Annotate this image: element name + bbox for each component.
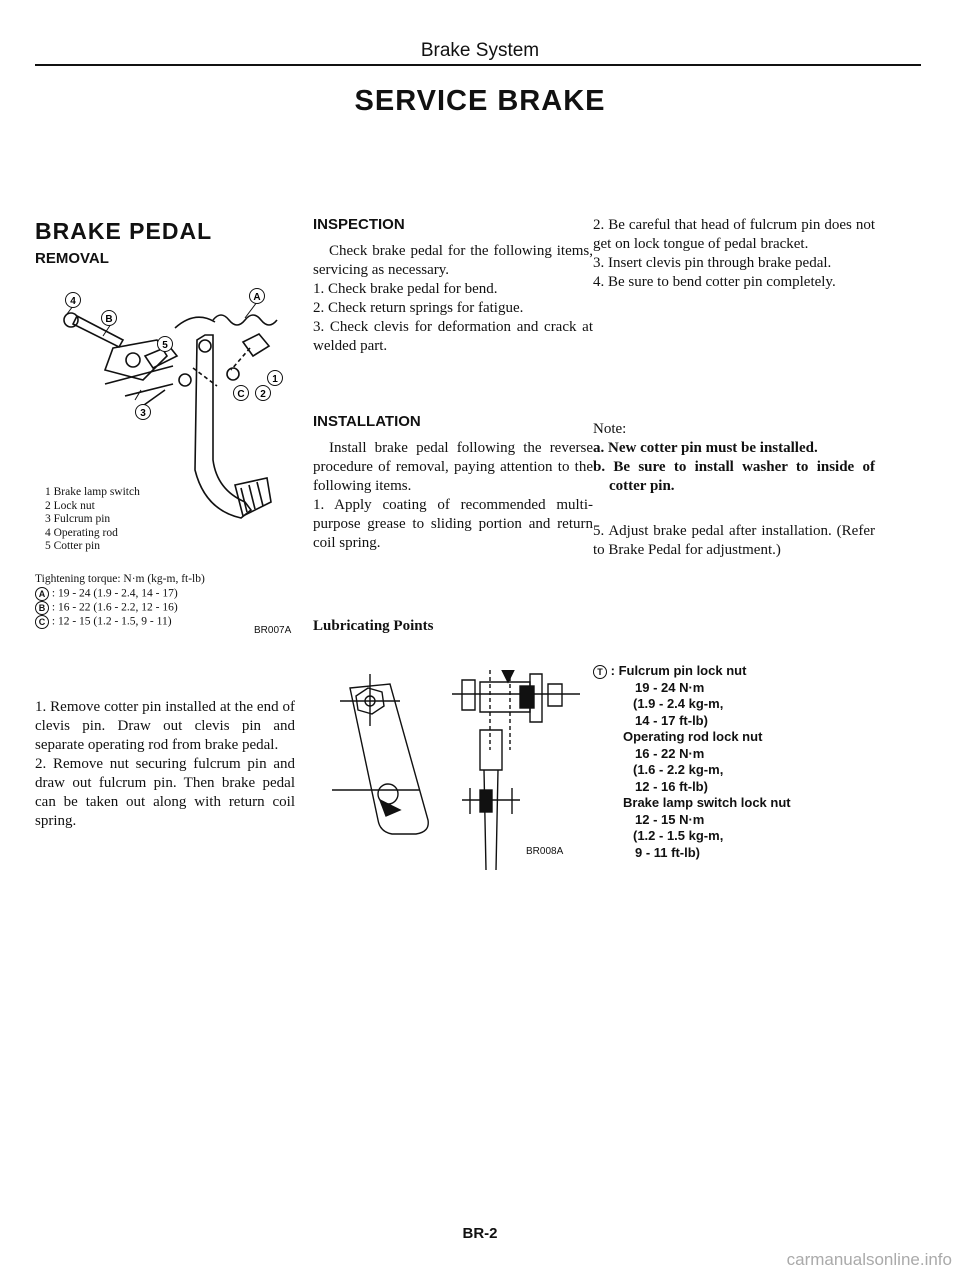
callout-2: 2 [260, 389, 266, 400]
note-label: Note: [593, 421, 627, 437]
mark-C-icon: C [35, 615, 49, 629]
callout-4: 4 [70, 296, 76, 307]
installation-item-5: 5. Adjust brake pedal after installation. (Refer to Brake Pedal for adjustment.) [593, 523, 875, 558]
inspection-item: 2. Check return springs for fatigue. [313, 300, 524, 316]
section-header: Brake System [420, 40, 540, 61]
legend-item: 5 Cotter pin [45, 540, 100, 552]
note-a: a. New cotter pin must be installed. [593, 440, 818, 456]
removal-steps [35, 698, 295, 831]
right-torque-spec: T : Fulcrum pin lock nut 19 - 24 N·m (1.9 - 2.4 kg-m, 14 - 17 ft-lb) Operating rod lock nut 16 - 22 N·m (1.6 - 2.2 kg-m, 12 - 16 ft-lb) Brake lamp switch lock nut 12 - 15 N·m (1.2 - 1.5 kg-m, 9 - 11 ft-lb) [593, 663, 791, 861]
removal-step-1: 1. Remove cotter pin installed at the end of clevis pin. Draw out clevis pin and separate operating rod from brake pedal. [35, 699, 295, 753]
mark-B-icon: B [35, 601, 49, 615]
parts-legend [45, 486, 140, 554]
torque-table [35, 573, 205, 629]
watermark: carmanualsonline.info [786, 1250, 952, 1269]
page-number: BR-2 [462, 1225, 498, 1242]
callout-5: 5 [162, 340, 168, 351]
installation-item: 3. Insert clevis pin through brake pedal. [593, 255, 832, 271]
note-b: b. Be sure to install washer to inside of cotter pin. [593, 459, 875, 494]
inspection-item: 3. Check clevis for deformation and crack at welded part. [313, 319, 593, 354]
figure-code-br007a: BR007A [254, 625, 292, 636]
installation-intro: Install brake pedal following the reverse procedure of removal, paying attention to the following items. [313, 440, 593, 494]
removal-heading: REMOVAL [35, 250, 109, 267]
lubricating-points-heading: Lubricating Points [313, 618, 434, 634]
inspection-item: 1. Check brake pedal for bend. [313, 281, 498, 297]
page-title: SERVICE BRAKE [354, 85, 606, 117]
torque-title: Tightening torque: N·m (kg-m, ft-lb) [35, 573, 205, 585]
header-rule [35, 64, 921, 66]
clevis-lower [480, 730, 502, 770]
callout-C: C [237, 389, 245, 400]
lubricating-points-diagram [330, 670, 600, 870]
return-spring [213, 315, 277, 325]
legend-item: 2 Lock nut [45, 499, 95, 512]
callout-B: B [105, 314, 113, 325]
inspection-intro: Check brake pedal for the following items, servicing as necessary. [313, 243, 593, 278]
removal-step-2: 2. Remove nut securing fulcrum pin and draw out fulcrum pin. Then brake pedal can be taken out along with return coil spring. [35, 756, 295, 829]
installation-item: 4. Be sure to bend cotter pin completely. [593, 274, 836, 290]
operating-rod [105, 366, 173, 384]
inspection-text [313, 242, 593, 356]
torque-row-B: B : 16 - 22 (1.6 - 2.2, 12 - 16) [35, 601, 205, 615]
pedal-pad [235, 478, 271, 516]
brake-lamp-switch [243, 334, 269, 356]
installation-text [313, 439, 593, 553]
brake-pedal-heading: BRAKE PEDAL [35, 218, 213, 244]
figure-code-br008a: BR008A [526, 846, 564, 857]
installation-continued [593, 216, 875, 292]
installation-heading: INSTALLATION [313, 413, 421, 430]
callout-3: 3 [140, 408, 146, 419]
legend-item: 3 Fulcrum pin [45, 513, 111, 525]
fulcrum-assembly [462, 680, 475, 710]
mark-A-icon: A [35, 587, 49, 601]
note-block [593, 420, 875, 496]
legend-item: 1 Brake lamp switch [45, 486, 140, 498]
callout-A: A [253, 292, 261, 303]
pedal-arm [195, 335, 251, 518]
t-mark-icon: T [593, 665, 607, 679]
inspection-heading: INSPECTION [313, 216, 405, 233]
torque-row-A: A : 19 - 24 (1.9 - 2.4, 14 - 17) [35, 587, 205, 601]
legend-item: 4 Operating rod [45, 526, 118, 539]
installation-item: 2. Be careful that head of fulcrum pin does not get on lock tongue of pedal bracket. [593, 217, 875, 252]
callout-1: 1 [272, 374, 278, 385]
torque-row-C: C : 12 - 15 (1.2 - 1.5, 9 - 11) [35, 615, 205, 629]
installation-item-1: 1. Apply coating of recommended multi-purpose grease to sliding portion and return coil spring. [313, 497, 593, 551]
